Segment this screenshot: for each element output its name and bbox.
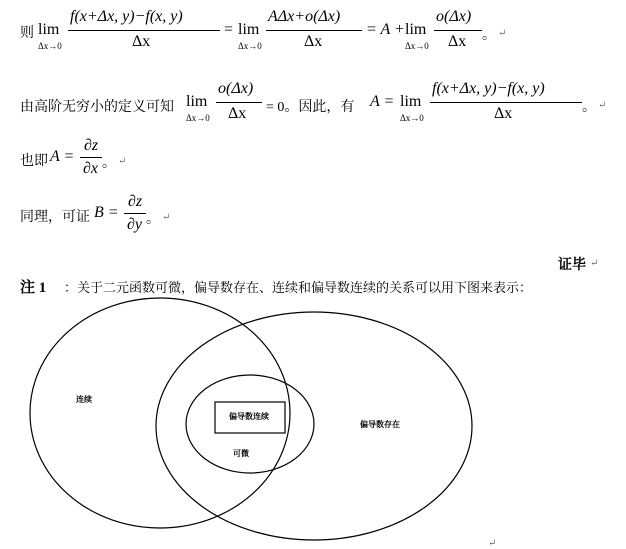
eq2-text: 由高阶无穷小的定义可知 [20, 100, 174, 115]
eq4-denominator: ∂y [127, 216, 143, 233]
eq2-numerator-2: f(x+Δx, y)−f(x, y) [432, 80, 545, 97]
eq1-denominator-2: Δx [304, 33, 323, 50]
paragraph-mark-1: ↵ [498, 28, 507, 39]
eq3-numerator: ∂z [84, 137, 99, 154]
eq1-equals: = [224, 21, 234, 38]
eq2-lim-1: lim [186, 93, 208, 110]
eq3-denominator: ∂x [83, 160, 99, 177]
eq2-lim-sub-2: Δx→0 [400, 113, 424, 123]
label-partial-continuous: 偏导数连续 [229, 412, 269, 421]
eq1-denominator-1: Δx [132, 33, 151, 50]
eq1-lim-3: lim [405, 21, 427, 38]
eq1-end: 。 [482, 28, 496, 43]
eq1-lim-sub-1: Δx→0 [38, 41, 62, 51]
note-label: 注 1 [20, 280, 47, 296]
eq4-numerator: ∂z [128, 193, 143, 210]
eq1-lim-1: lim [38, 21, 60, 38]
paragraph-mark-6: ↵ [488, 538, 497, 549]
eq3-A-eq: A = [50, 148, 75, 165]
eq4-text: 同理，可证 [20, 210, 90, 225]
eq4-end: 。 [146, 212, 160, 227]
eq1-numerator-3: o(Δx) [436, 8, 472, 25]
eq2-denominator-1: Δx [228, 105, 247, 122]
eq2-denominator-2: Δx [494, 105, 513, 122]
eq2-zero: = 0。因此，有 [266, 100, 355, 115]
paragraph-mark-3: ↵ [118, 156, 127, 167]
eq2-numerator-1: o(Δx) [218, 80, 254, 97]
paragraph-mark-4: ↵ [162, 212, 171, 223]
eq2-lim-2: lim [400, 93, 422, 110]
eq1-lim-sub-3: Δx→0 [405, 41, 429, 51]
eq1-prefix: 则 [20, 26, 34, 41]
eq1-numerator-1: f(x+Δx, y)−f(x, y) [70, 8, 183, 25]
eq1-denominator-3: Δx [448, 33, 467, 50]
eq2-A-eq: A = [370, 93, 395, 110]
label-differentiable: 可微 [233, 449, 249, 458]
eq4-B-eq: B = [94, 204, 119, 221]
label-partial-exists: 偏导数存在 [360, 420, 400, 429]
label-continuous: 连续 [76, 395, 92, 404]
paragraph-mark-5: ↵ [590, 258, 599, 269]
note-text: ：关于二元函数可微，偏导数存在、连续和偏导数连续的关系可以用下图来表示： [64, 280, 533, 295]
eq3-text: 也即 [20, 154, 48, 169]
paragraph-mark-2: ↵ [598, 100, 607, 111]
eq2-end: 。 [582, 100, 596, 115]
proof-end: 证毕 [558, 258, 586, 273]
eq1-mid: = A + [366, 21, 405, 38]
eq1-lim-sub-2: Δx→0 [238, 41, 262, 51]
eq1-lim-2: lim [238, 21, 260, 38]
eq1-numerator-2: AΔx+o(Δx) [268, 8, 341, 25]
eq3-end: 。 [102, 156, 116, 171]
eq2-lim-sub-1: Δx→0 [186, 113, 210, 123]
